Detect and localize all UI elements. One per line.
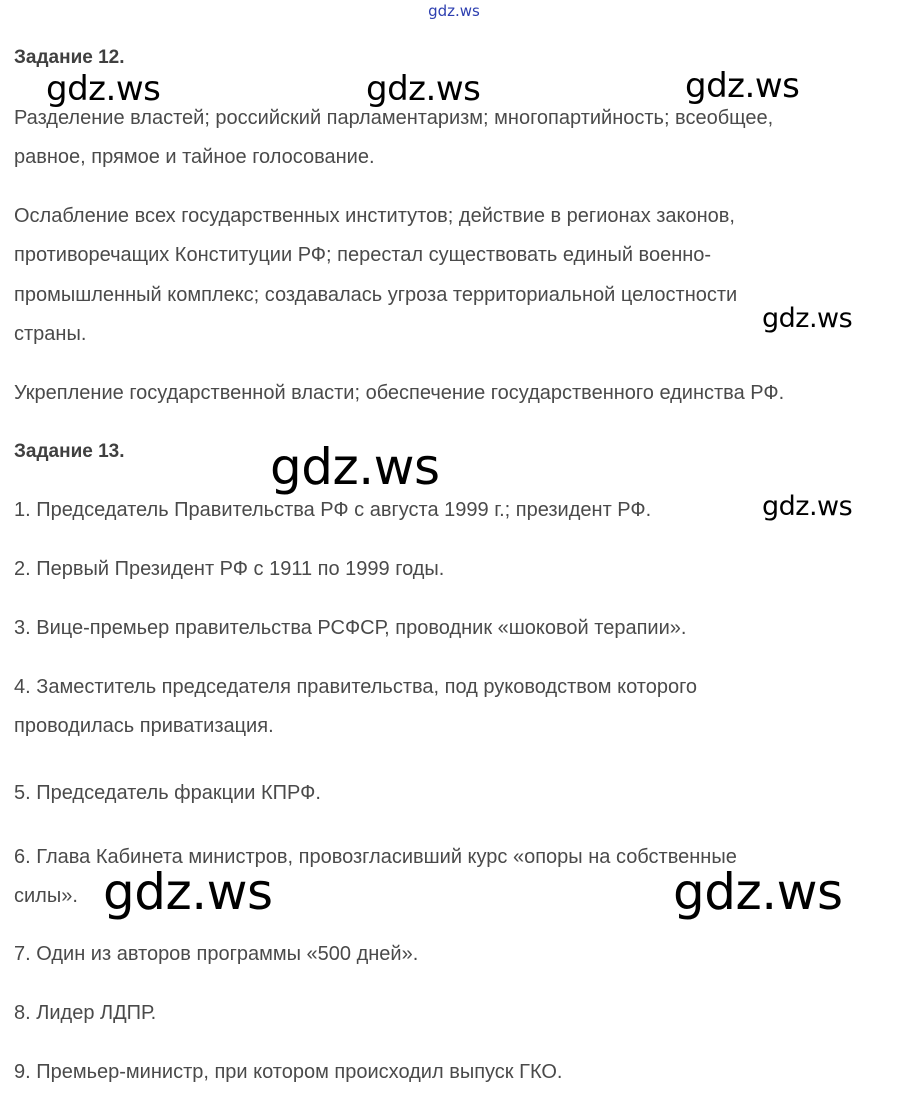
task13-item-6-line2: силы». [14,885,78,907]
task13-item-9: 9. Премьер-министр, при котором происходил выпуск ГКО. [14,1061,563,1083]
watermark: gdz.ws [46,69,161,109]
task13-item-2: 2. Первый Президент РФ с 1911 по 1999 годы. [14,558,445,580]
task12-p2-line1: Ослабление всех государственных институтов; действие в регионах законов, [14,205,735,227]
watermark: gdz.ws [762,491,853,522]
task13-item-1: 1. Председатель Правительства РФ с августа 1999 г.; президент РФ. [14,499,652,521]
watermark: gdz.ws [673,863,843,921]
task12-p1-line1: Разделение властей; российский парламентаризм; многопартийность; всеобщее, [14,107,774,129]
task13-item-7: 7. Один из авторов программы «500 дней». [14,943,419,965]
task13-item-6-line1: 6. Глава Кабинета министров, провозгласивший курс «опоры на собственные [14,846,737,868]
task12-p1-line2: равное, прямое и тайное голосование. [14,146,375,168]
watermark: gdz.ws [685,66,800,106]
watermark: gdz.ws [103,863,273,921]
task12-p2-line2: противоречащих Конституции РФ; перестал существовать единый военно- [14,244,712,266]
task13-item-4-line2: проводилась приватизация. [14,715,274,737]
watermark: gdz.ws [366,69,481,109]
task13-item-4-line1: 4. Заместитель председателя правительства, под руководством которого [14,676,698,698]
watermark: gdz.ws [762,303,853,334]
task13-title: Задание 13. [14,441,125,462]
task13-item-8: 8. Лидер ЛДПР. [14,1002,157,1024]
watermark: gdz.ws [270,438,440,496]
task12-p3-line1: Укрепление государственной власти; обеспечение государственного единства РФ. [14,382,785,404]
task12-title: Задание 12. [14,47,125,68]
header-watermark: gdz.ws [428,2,480,20]
task13-item-5: 5. Председатель фракции КПРФ. [14,782,321,804]
task12-p2-line4: страны. [14,323,87,345]
task12-p2-line3: промышленный комплекс; создавалась угроза территориальной целостности [14,284,738,306]
task13-item-3: 3. Вице-премьер правительства РСФСР, проводник «шоковой терапии». [14,617,687,639]
